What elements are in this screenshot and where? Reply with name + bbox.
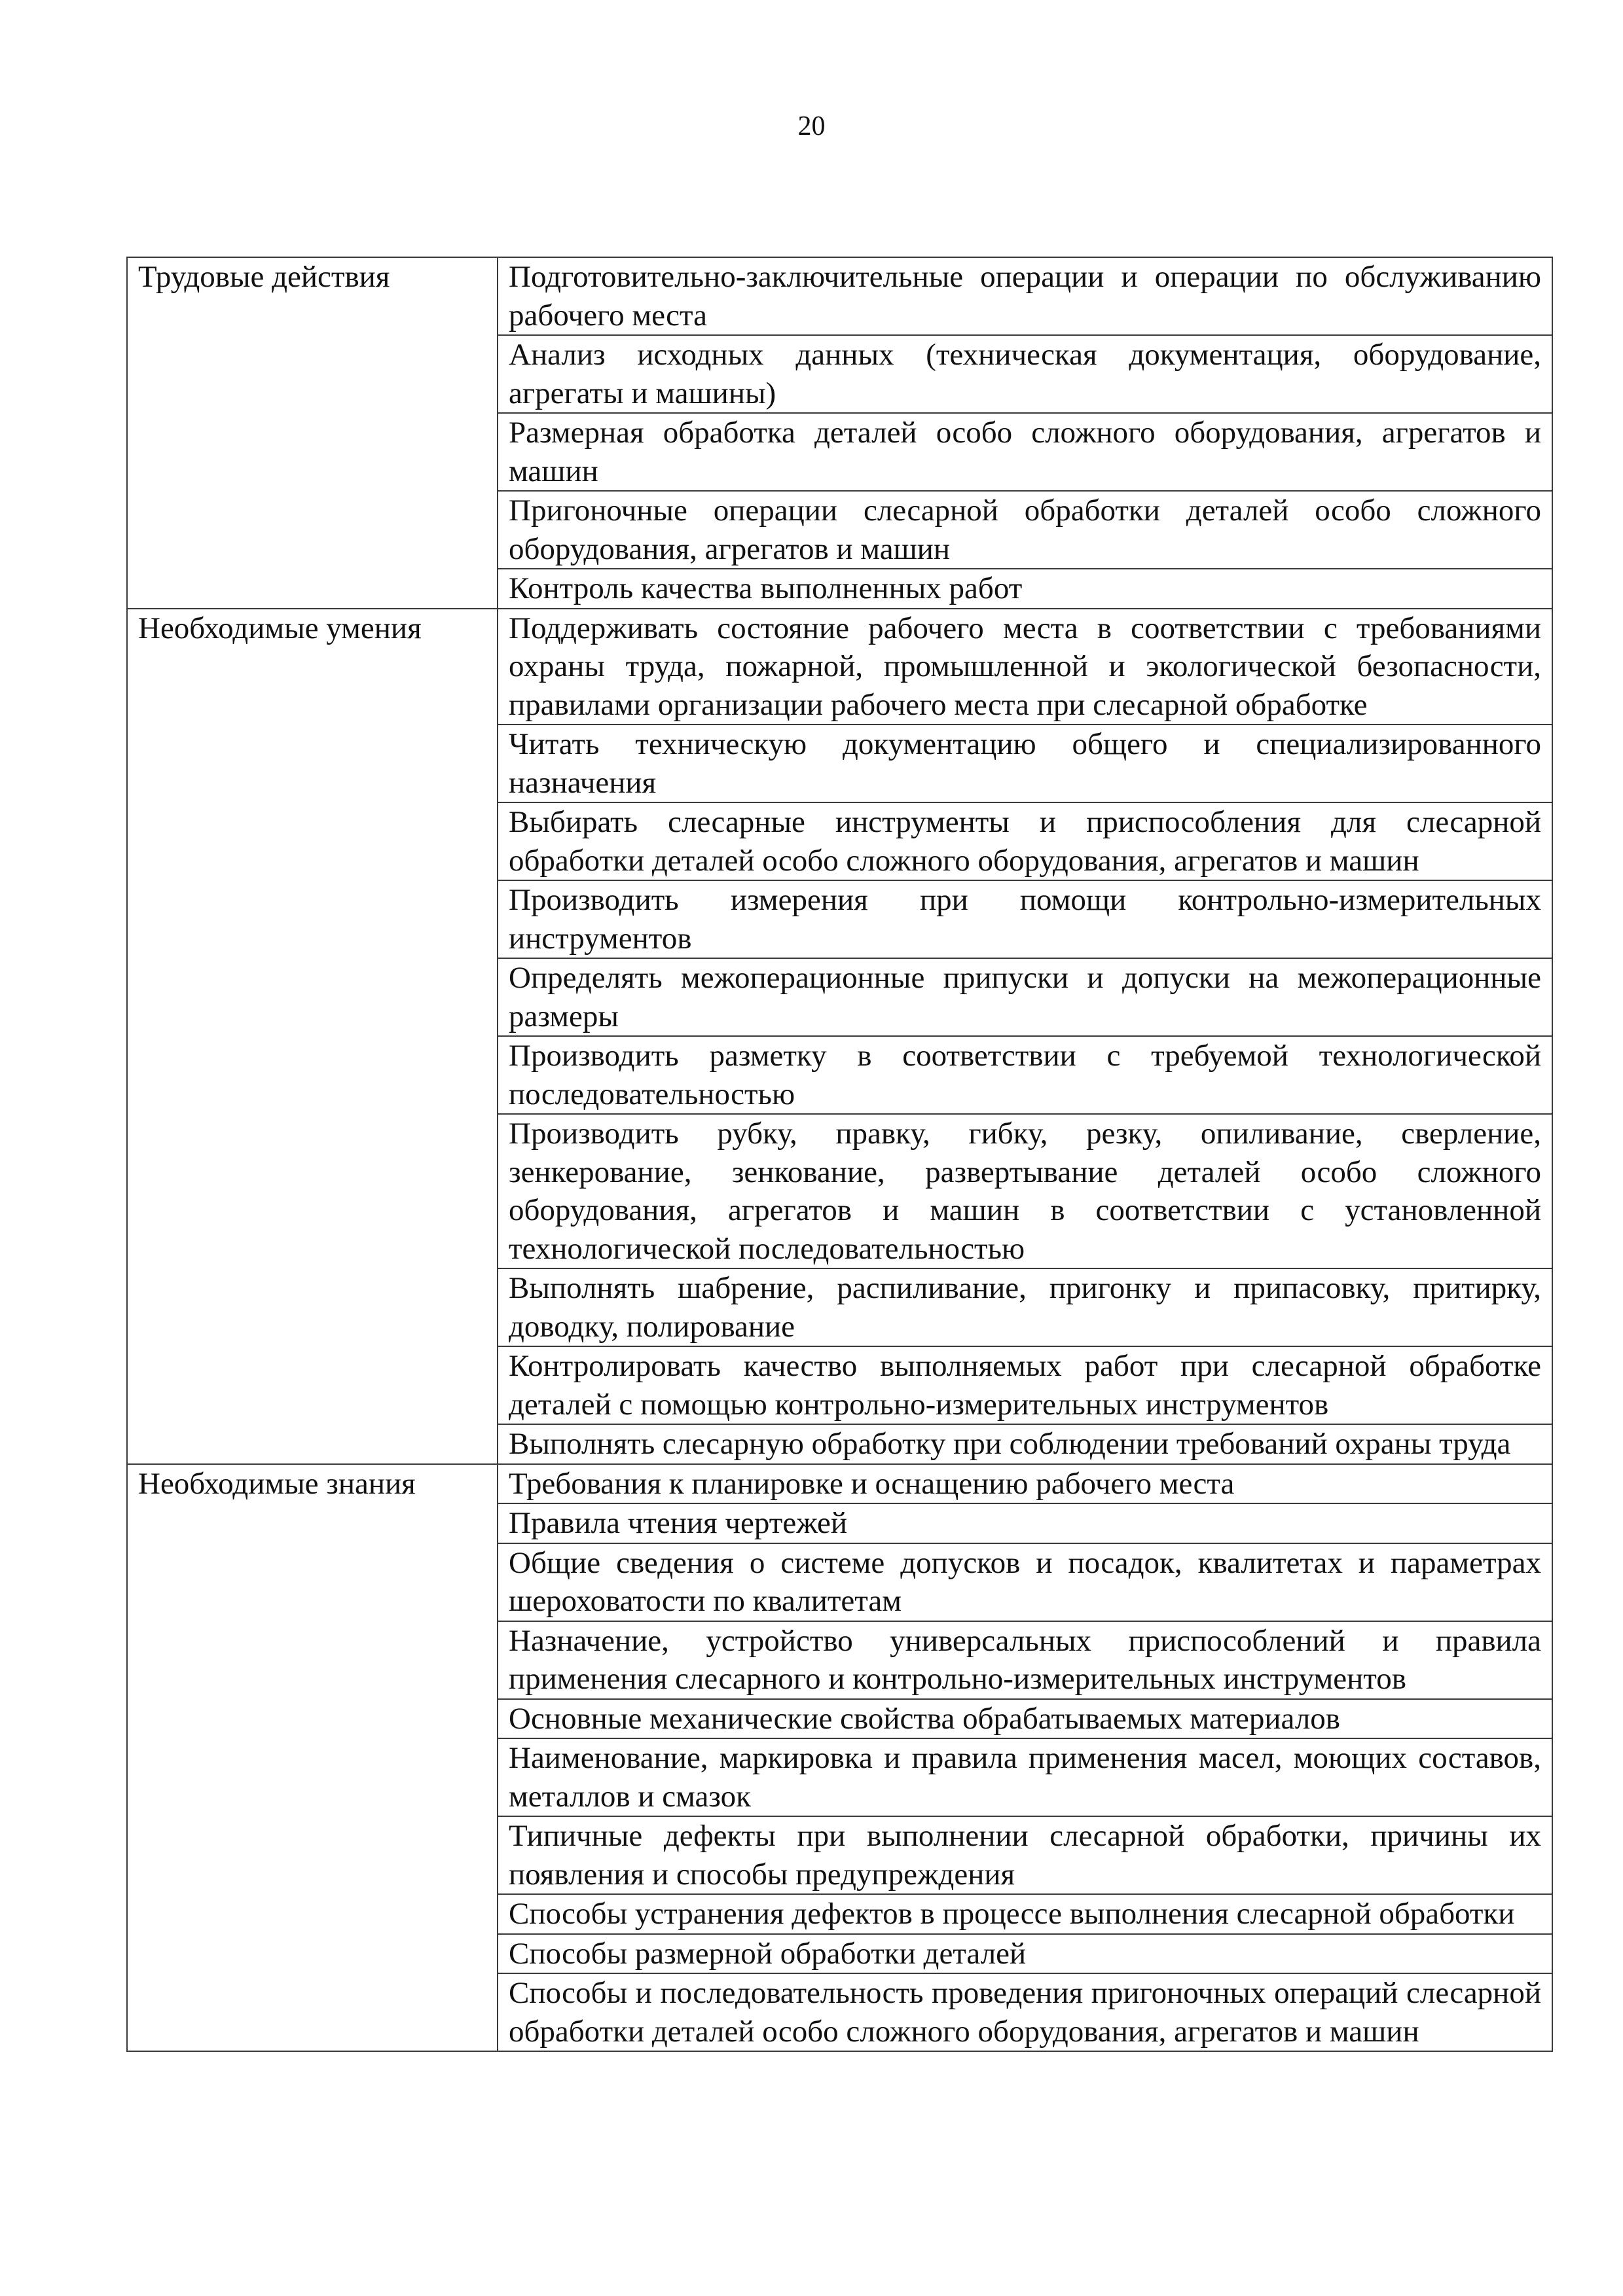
section-item xyxy=(498,1424,1552,1464)
section-item xyxy=(498,1503,1552,1543)
section-item xyxy=(498,1464,1552,1504)
table-row xyxy=(127,1464,1552,1504)
section-item-text: Выбирать слесарные инструменты и приспособления для слесарной обработки деталей особо сложного оборудования, агрегатов и машин xyxy=(509,805,1541,878)
section-item-text: Читать техническую документацию общего и специализированного назначения xyxy=(509,727,1541,800)
section-item-text: Определять межоперационные припуски и допуски на межоперационные размеры xyxy=(509,961,1541,1033)
section-item xyxy=(498,609,1552,725)
section-item-text: Типичные дефекты при выполнении слесарной обработки, причины их появления и способы предупреждения xyxy=(509,1819,1541,1892)
section-label: Трудовые действия xyxy=(127,257,498,609)
table-row xyxy=(127,257,1552,335)
section-item-text: Способы размерной обработки деталей xyxy=(509,1936,1027,1971)
section-item xyxy=(498,802,1552,880)
section-item xyxy=(498,335,1552,413)
section-item xyxy=(498,1543,1552,1621)
section-label: Необходимые знания xyxy=(127,1464,498,2052)
section-item-text: Выполнять шабрение, распиливание, пригонку и припасовку, притирку, доводку, полирование xyxy=(509,1271,1541,1344)
section-item xyxy=(498,725,1552,802)
section-item-text: Анализ исходных данных (техническая документация, оборудование, агрегаты и машины) xyxy=(509,338,1541,410)
section-item xyxy=(498,257,1552,335)
section-item xyxy=(498,1816,1552,1894)
section-item xyxy=(498,1894,1552,1934)
section-item xyxy=(498,1346,1552,1424)
section-item xyxy=(498,413,1552,491)
section-item xyxy=(498,1738,1552,1816)
table-row xyxy=(127,609,1552,725)
section-item-text: Подготовительно-заключительные операции и операции по обслуживанию рабочего места xyxy=(509,260,1541,332)
section-item-text: Способы и последовательность проведения пригоночных операций слесарной обработки деталей особо сложного оборудования, агрегатов и машин xyxy=(509,1976,1541,2049)
section-item-text: Размерная обработка деталей особо сложного оборудования, агрегатов и машин xyxy=(509,416,1541,488)
requirements-table xyxy=(126,257,1553,2052)
section-item-text: Контролировать качество выполняемых работ при слесарной обработке деталей с помощью контрольно-измерительных инструментов xyxy=(509,1349,1541,1422)
section-item xyxy=(498,1268,1552,1346)
page-number: 20 xyxy=(797,111,826,141)
section-item xyxy=(498,1114,1552,1268)
section-label: Необходимые умения xyxy=(127,609,498,1464)
section-item-text: Наименование, маркировка и правила применения масел, моющих составов, металлов и смазок xyxy=(509,1741,1541,1814)
section-item xyxy=(498,491,1552,569)
section-item xyxy=(498,1699,1552,1739)
section-item-text: Пригоночные операции слесарной обработки деталей особо сложного оборудования, агрегатов и машин xyxy=(509,493,1541,566)
section-item-text: Производить измерения при помощи контрольно-измерительных инструментов xyxy=(509,883,1541,956)
section-item-text: Требования к планировке и оснащению рабочего места xyxy=(509,1466,1235,1501)
section-item-text: Производить рубку, правку, гибку, резку, опиливание, сверление, зенкерование, зенкование, развертывание деталей особо сложного оборудования, агрегатов и машин в соответствии с установленной технологической последовательностью xyxy=(509,1117,1541,1266)
section-item-text: Общие сведения о системе допусков и посадок, квалитетах и параметрах шероховатости по квалитетам xyxy=(509,1545,1541,1618)
section-item xyxy=(498,1934,1552,1974)
section-item-text: Основные механические свойства обрабатываемых материалов xyxy=(509,1701,1340,1736)
section-item-text: Контроль качества выполненных работ xyxy=(509,571,1023,605)
section-item xyxy=(498,880,1552,958)
section-item xyxy=(498,1036,1552,1114)
section-item-text: Поддерживать состояние рабочего места в соответствии с требованиями охраны труда, пожарной, промышленной и экологической безопасности, правилами организации рабочего места при слесарной обработке xyxy=(509,611,1541,722)
table-body xyxy=(127,257,1552,2051)
section-item-text: Способы устранения дефектов в процессе выполнения слесарной обработки xyxy=(509,1897,1515,1931)
section-item-text: Производить разметку в соответствии с требуемой технологической последовательностью xyxy=(509,1039,1541,1111)
section-item xyxy=(498,958,1552,1036)
section-item xyxy=(498,569,1552,609)
section-item-text: Назначение, устройство универсальных приспособлений и правила применения слесарного и контрольно-измерительных инструментов xyxy=(509,1623,1541,1696)
section-item xyxy=(498,1621,1552,1699)
section-item xyxy=(498,1973,1552,2051)
section-item-text: Выполнять слесарную обработку при соблюдении требований охраны труда xyxy=(509,1427,1511,1461)
section-item-text: Правила чтения чертежей xyxy=(509,1506,848,1540)
